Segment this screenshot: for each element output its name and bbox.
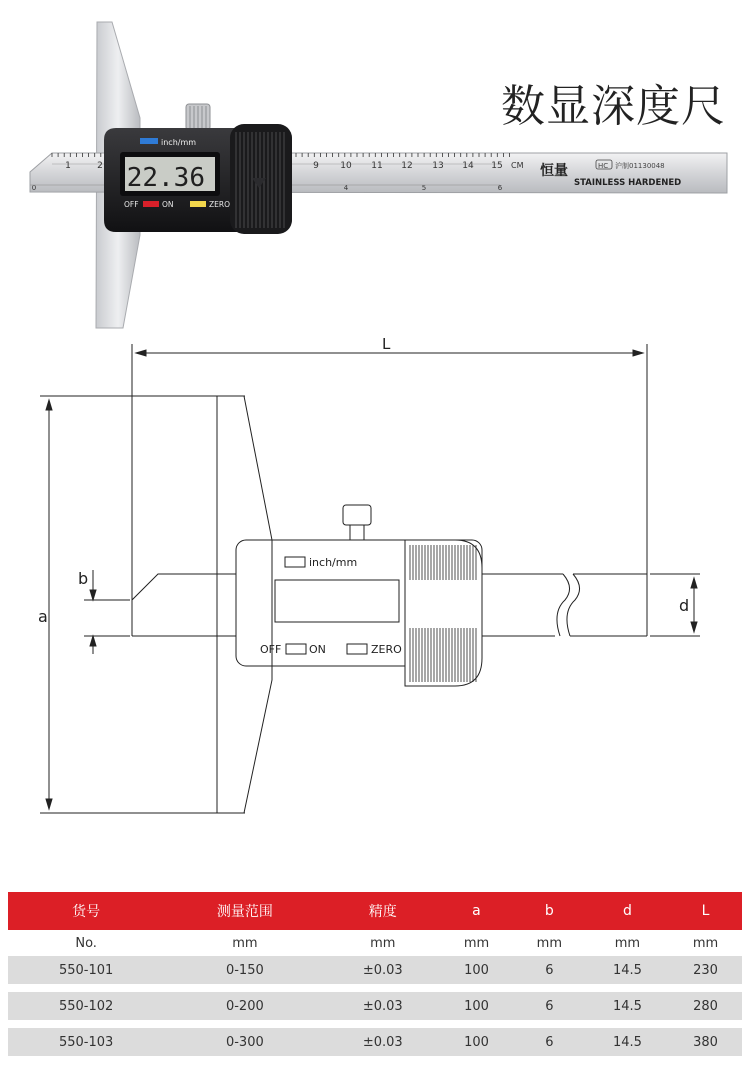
scale-unit: CM	[511, 161, 524, 170]
table-cell: ±0.03	[325, 956, 440, 984]
table-row	[8, 956, 742, 984]
table-cell: 100	[440, 1028, 513, 1056]
table-cell: 280	[669, 992, 742, 1020]
table-cell: 6	[513, 956, 586, 984]
header-cell: a	[440, 892, 513, 930]
dimension-d: d	[679, 596, 690, 615]
drawing-unit-label: inch/mm	[309, 556, 358, 569]
header-cell: d	[586, 892, 669, 930]
scale-number: 4	[343, 184, 349, 192]
unit-cell: mm	[370, 935, 396, 951]
scale-number: 12	[401, 161, 413, 171]
brand-logo: 恒量	[540, 163, 568, 179]
table-cell: 380	[669, 1028, 742, 1056]
table-header-row	[8, 892, 742, 930]
table-cell: 14.5	[586, 956, 669, 984]
scale-number: 9	[313, 161, 319, 171]
table-cell: ±0.03	[325, 1028, 440, 1056]
off-label: OFF	[124, 200, 139, 209]
unit-cell: mm	[692, 935, 719, 951]
drawing-zero-label: ZERO	[371, 643, 402, 656]
license-text: 沪制01130048	[615, 162, 665, 170]
table-cell: 550-101	[8, 956, 164, 984]
table-cell: 0-150	[164, 956, 325, 984]
unit-cell: No.	[75, 935, 97, 951]
zero-label: ZERO	[209, 200, 230, 209]
table-row	[8, 1028, 742, 1056]
dimension-b: b	[78, 569, 89, 588]
unit-cell: mm	[614, 935, 641, 951]
dimension-L: L	[382, 335, 391, 353]
table-cell: 230	[669, 956, 742, 984]
table-cell: 14.5	[586, 992, 669, 1020]
license-prefix: HC	[598, 162, 609, 170]
unit-cell: mm	[232, 935, 258, 951]
header-cell: 货号	[8, 892, 164, 930]
scale-number: 15	[491, 161, 503, 171]
lcd-reading: 22.36	[126, 163, 205, 193]
table-cell: 550-102	[8, 992, 164, 1020]
table-units-row	[8, 930, 742, 956]
scale-number: 0	[31, 184, 37, 192]
table-cell: 550-103	[8, 1028, 164, 1056]
header-cell: 测量范围	[164, 892, 325, 930]
drawing-on-label: ON	[309, 643, 326, 656]
scale-number: 5	[421, 184, 427, 192]
scale-number: 1	[65, 161, 71, 171]
page-title: 数显深度尺	[501, 81, 726, 132]
table-cell: 0-200	[164, 992, 325, 1020]
table-cell: 14.5	[586, 1028, 669, 1056]
table-row	[8, 992, 742, 1020]
drawing-off-label: OFF	[260, 643, 282, 656]
scale-number: 10	[340, 161, 352, 171]
table-cell: ±0.03	[325, 992, 440, 1020]
header-cell: 精度	[325, 892, 440, 930]
scale-number: 2	[97, 161, 103, 171]
header-cell: b	[513, 892, 586, 930]
material-text: STAINLESS HARDENED	[574, 178, 682, 188]
table-cell: 100	[440, 992, 513, 1020]
header-cell: L	[669, 892, 742, 930]
unit-button-label: inch/mm	[161, 138, 197, 147]
table-cell: 0-300	[164, 1028, 325, 1056]
table-cell: 100	[440, 956, 513, 984]
unit-cell: mm	[536, 935, 562, 951]
dimension-a: a	[38, 607, 48, 626]
on-label: ON	[162, 200, 174, 209]
table-cell: 6	[513, 992, 586, 1020]
scale-number: 6	[497, 184, 503, 192]
scale-number: 14	[462, 161, 474, 171]
scale-number: 11	[371, 161, 383, 171]
unit-cell: mm	[463, 935, 490, 951]
table-cell: 6	[513, 1028, 586, 1056]
scale-number: 13	[432, 161, 444, 171]
spec-table	[8, 892, 742, 1056]
